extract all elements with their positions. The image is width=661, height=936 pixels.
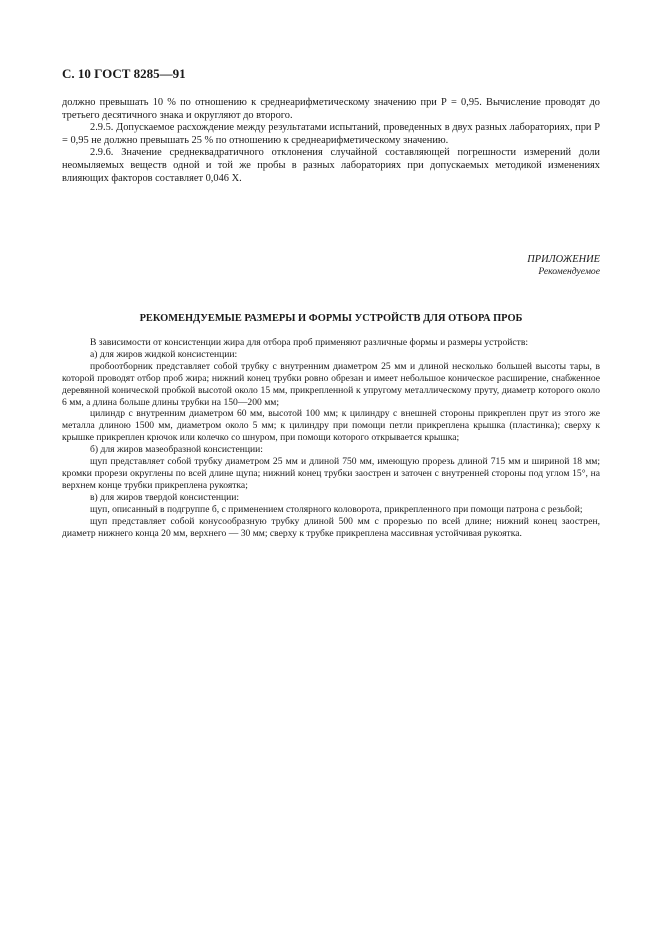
annex-paragraph: пробоотборник представляет собой трубку с внутренним диаметром 25 мм и длиной несколько большей высоты тары, в которой проводят отбор проб жира; нижний конец трубки ровно обрезан и имеет небольшое коническое расширение, снабженное деревянной конической пробкой высотой около 15 мм, прикрепленной к упругому металлическому пруту, диаметр которого около 6 мм, а длина больше длины трубки на 150—200 мм; <box>62 360 600 408</box>
annex-paragraph: а) для жиров жидкой консистенции: <box>90 348 238 360</box>
paragraph-continuation: должно превышать 10 % по отношению к среднеарифметическому значению при Р = 0,95. Вычисление проводят до третьего десятичного знака и округляют до второго. <box>62 97 600 121</box>
page-header: С. 10 ГОСТ 8285—91 <box>62 66 186 81</box>
annex-paragraph: В зависимости от консистенции жира для отбора проб применяют различные формы и размеры устройств: <box>90 337 529 348</box>
annex-paragraph: щуп представляет собой конусообразную трубку длиной 500 мм с прорезью по всей длине; нижний конец заострен, диаметр нижнего конца 20 мм, верхнего — 30 мм; сверху к трубке прикреплена массивная устойчивая рукоятка. <box>62 515 600 539</box>
paragraph-2-9-6: 2.9.6. Значение среднеквадратичного отклонения случайной составляющей погрешности измерений доли неомыляемых веществ одной и той же пробы в разных лабораториях при допускаемых методикой изменениях влияющих факторов составляет 0,046 X. <box>62 147 600 184</box>
annex-subtitle: Рекомендуемое <box>538 266 600 277</box>
annex-body <box>62 337 600 539</box>
annex-paragraph: щуп представляет собой трубку диаметром 25 мм и длиной 750 мм, имеющую прорезь длиной 715 мм и шириной 18 мм; кромки прорези округлены по всей длине щупа; нижний конец трубки заострен и заточен с внутренней стороны под углом 15°, на верхнем конце трубки прикреплена рукоятка; <box>62 456 600 491</box>
annex-paragraph: щуп, описанный в подгруппе б, с применением столярного коловорота, прикрепленного при помощи патрона с резьбой; <box>90 503 583 515</box>
annex-paragraph: в) для жиров твердой консистенции: <box>90 491 240 503</box>
section-2-9-text <box>62 97 600 185</box>
section-title: РЕКОМЕНДУЕМЫЕ РАЗМЕРЫ И ФОРМЫ УСТРОЙСТВ ДЛЯ ОТБОРА ПРОБ <box>139 313 523 324</box>
annex-title: ПРИЛОЖЕНИЕ <box>527 254 600 265</box>
annex-paragraph: б) для жиров мазеобразной консистенции: <box>90 444 263 456</box>
paragraph-2-9-5: 2.9.5. Допускаемое расхождение между результатами испытаний, проведенных в двух разных лабораториях, при Р = 0,95 не должно превышать 25 % по отношению к среднеарифметическому значению. <box>62 122 600 146</box>
annex-paragraph: цилиндр с внутренним диаметром 60 мм, высотой 100 мм; к цилиндру с внешней стороны прикреплен прут из этого же металла длиною 1500 мм, диаметром около 5 мм; к цилиндру при помощи петли прикреплена крышка (пластинка); сверху к крышке прикреплен крючок или колечко со шнуром, при помощи которого открывается крышка; <box>62 408 600 444</box>
annex-heading <box>527 254 600 278</box>
